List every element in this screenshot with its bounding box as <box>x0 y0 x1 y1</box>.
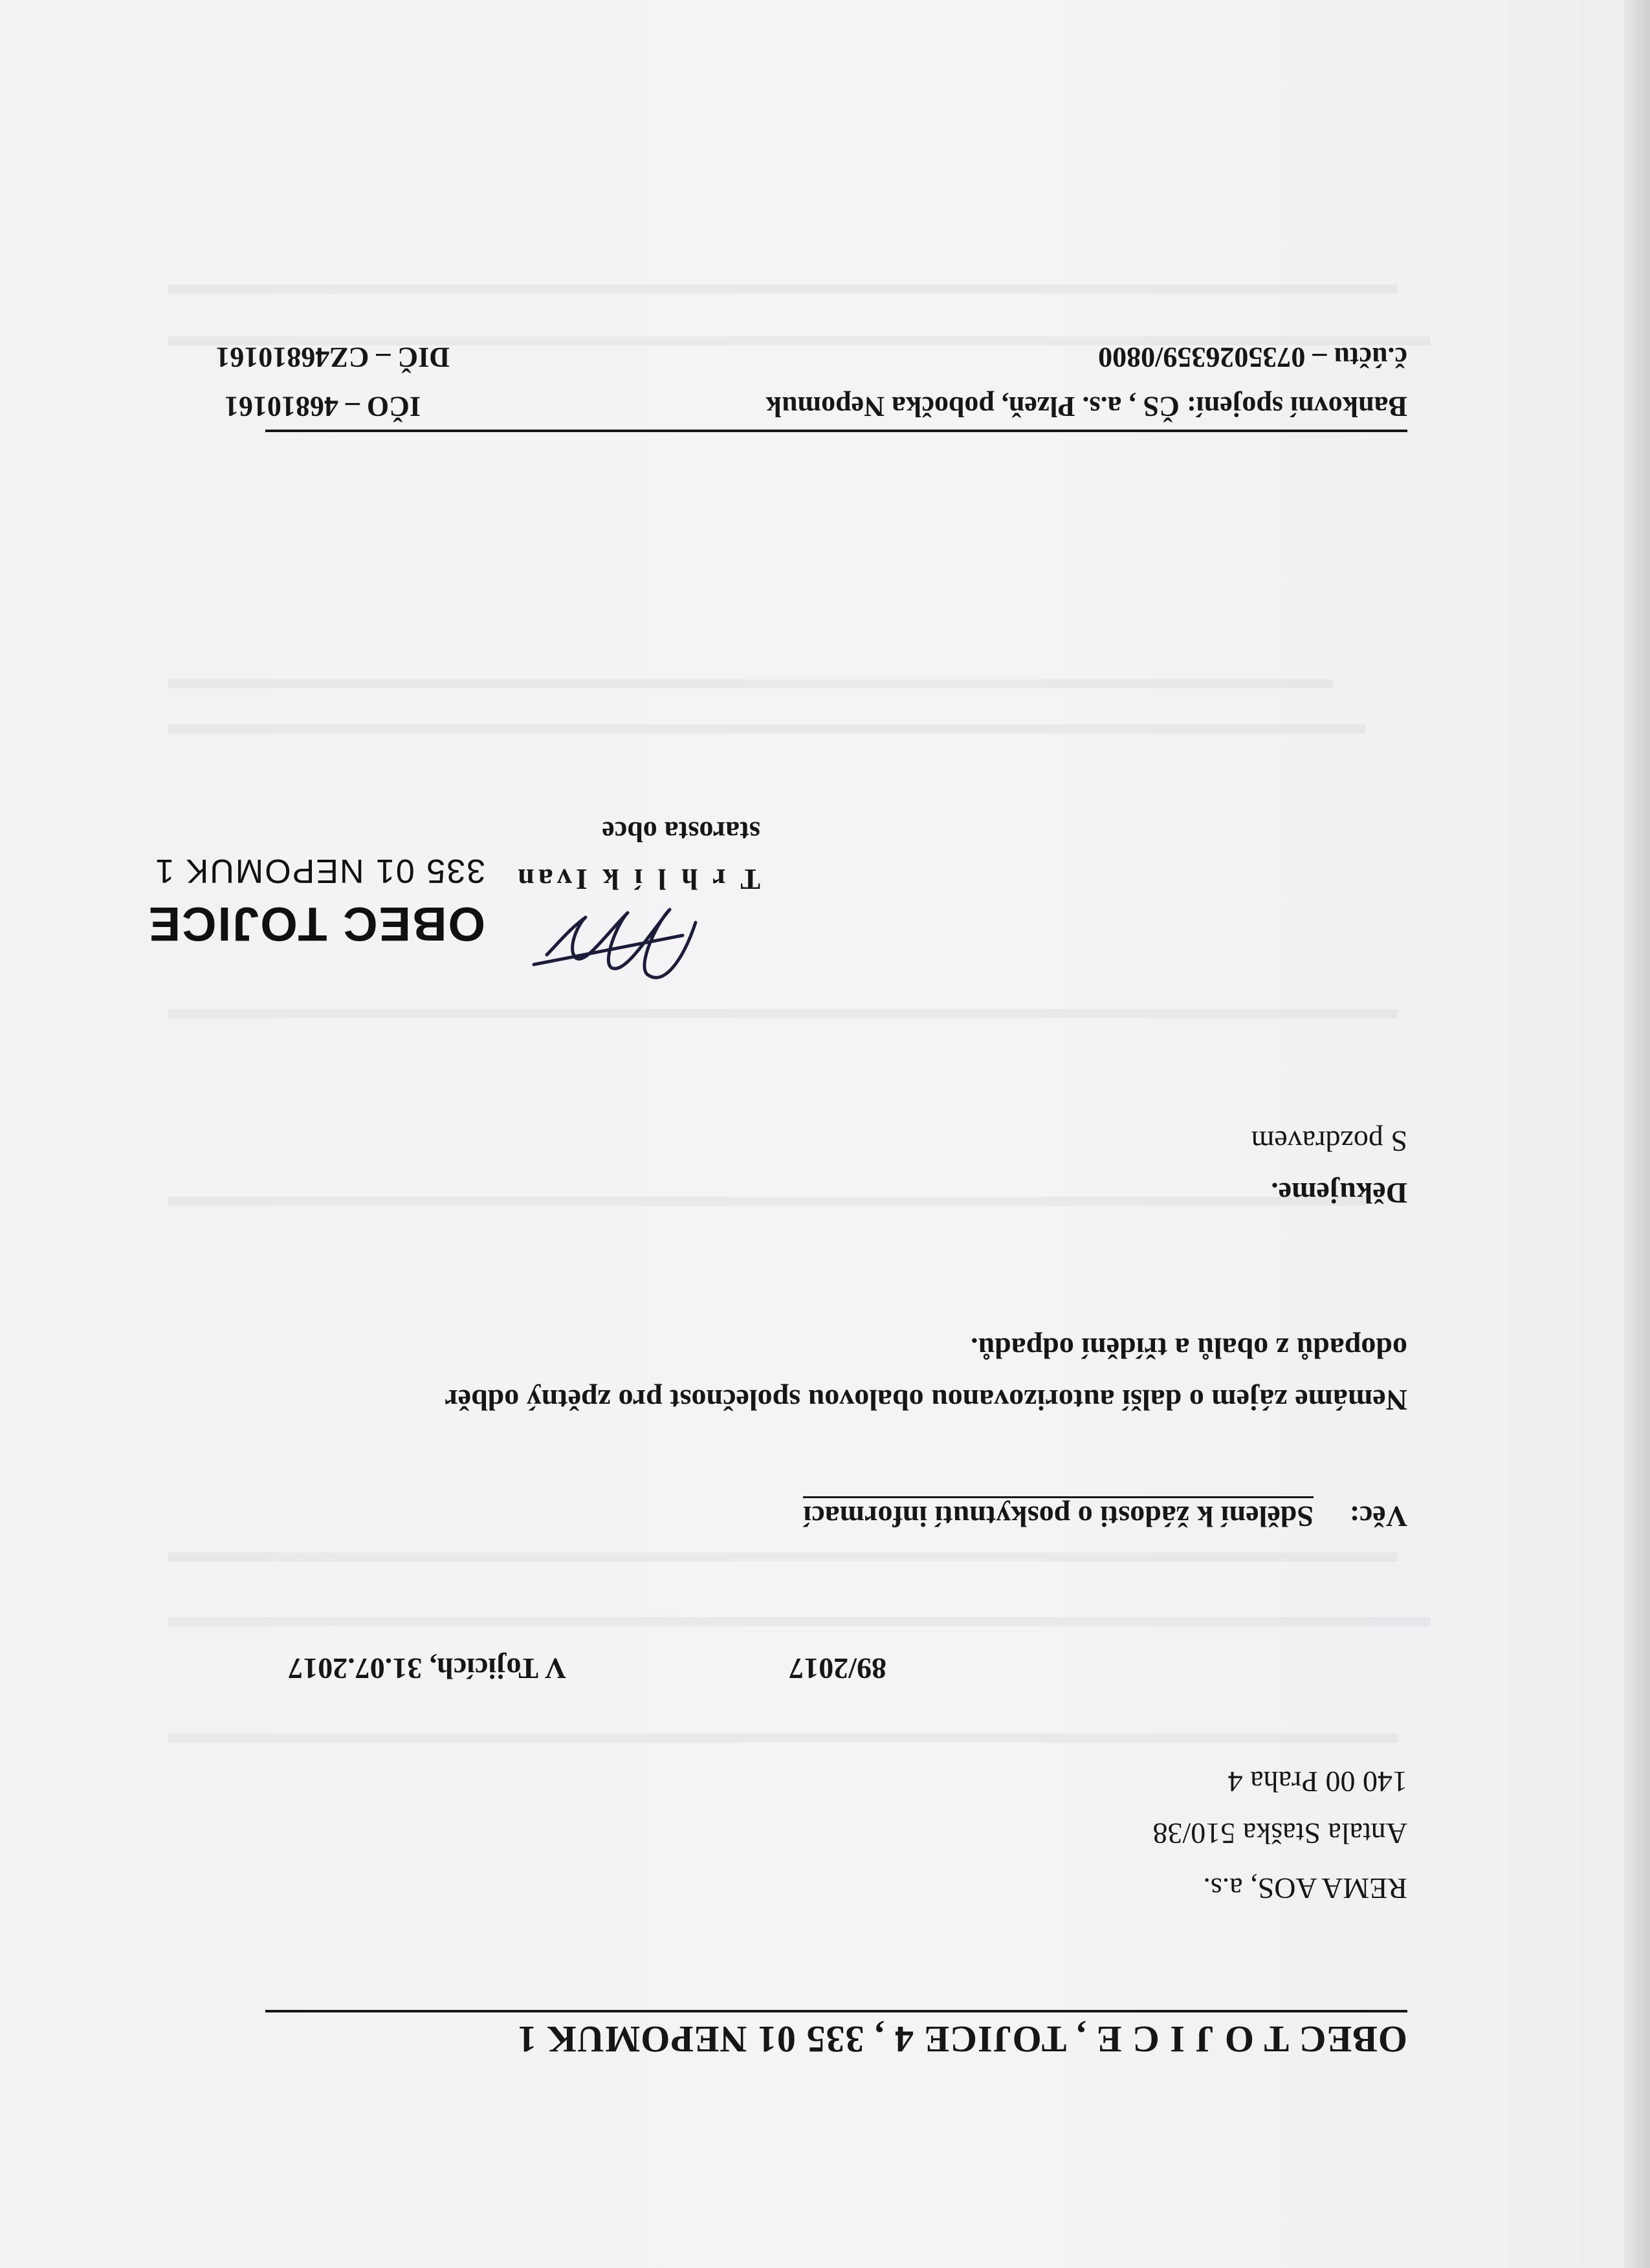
body-line: Nemáme zájem o další autorizovanou obalovou společnost pro zpětný odběr <box>445 1384 1407 1417</box>
signer-role: starosta obce <box>602 816 760 847</box>
footer-divider <box>265 430 1407 432</box>
signer-name: T r h l í k Ivan <box>514 863 760 896</box>
stamp-title: OBEC TOJICE <box>147 897 485 951</box>
letterhead: OBEC T O J I C E , TOJICE 4 , 335 01 NEPOMUK 1 <box>265 2010 1407 2061</box>
closing-thanks: Děkujeme. <box>1271 1177 1407 1210</box>
date-line: V Tojicích, 31.07.2017 <box>288 1652 566 1685</box>
recipient-street: Antala Staška 510/38 <box>1152 1817 1407 1850</box>
signature-icon <box>514 897 709 1000</box>
bank-details: Bankovní spojení: ČS , a.s. Plzeň, pobočka Nepomuk <box>765 391 1407 422</box>
recipient-city: 140 00 Praha 4 <box>1227 1765 1407 1798</box>
official-stamp <box>123 851 485 952</box>
dic-number: DIČ – CZ46810161 <box>215 342 450 373</box>
body-line: odopadů z obalů a třídění odpadů. <box>971 1332 1407 1365</box>
recipient-name: REMA AOS, a.s. <box>1203 1872 1407 1905</box>
stamp-address: 335 01 NEPOMUK 1 <box>154 852 485 889</box>
reference-number: 89/2017 <box>789 1652 886 1685</box>
subject-prefix: Věc: <box>1349 1500 1407 1533</box>
bank-account: č.účtu – 0735026359/0800 <box>1098 342 1407 373</box>
ico-number: IČO – 46810161 <box>224 391 421 422</box>
closing-regards: S pozdravem <box>1251 1125 1407 1158</box>
subject-text: Sdělení k žádosti o poskytnutí informací <box>804 1496 1314 1534</box>
